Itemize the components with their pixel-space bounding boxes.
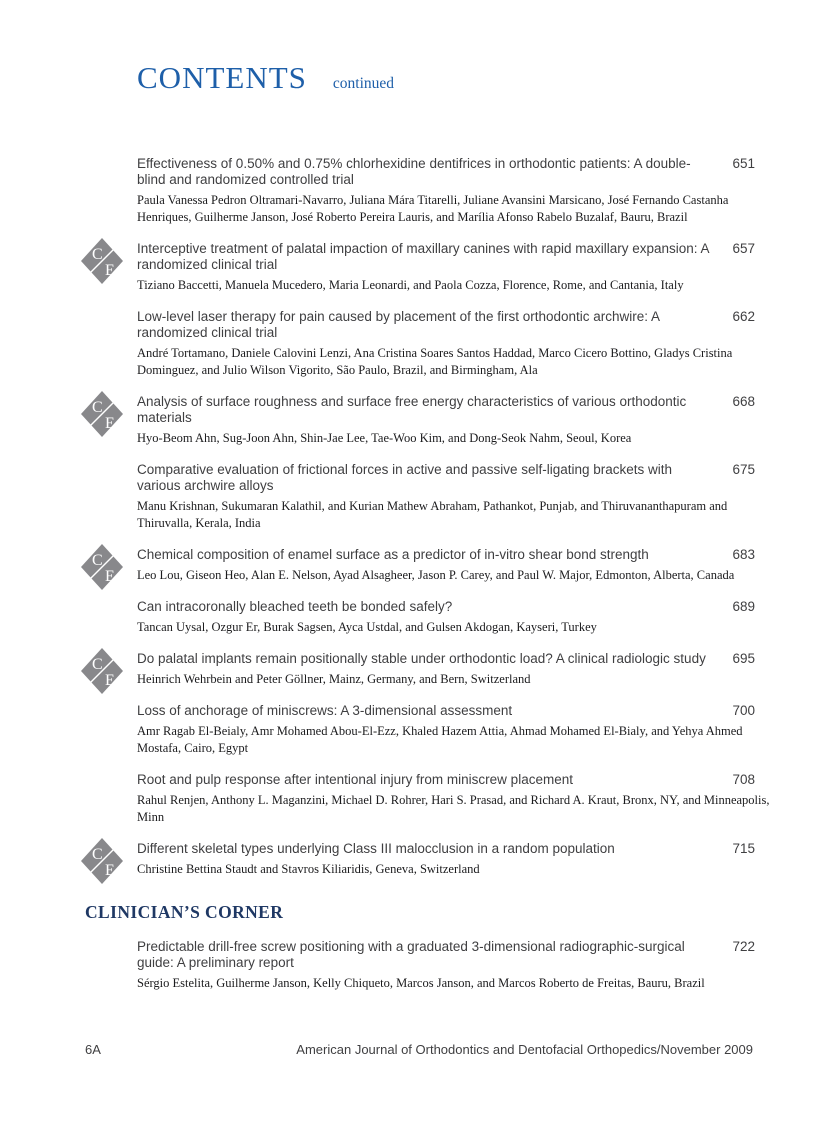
article-title: Low-level laser therapy for pain caused by placement of the first orthodontic archwire: A randomized clinical trial xyxy=(137,309,660,340)
page-number: 675 xyxy=(732,462,755,477)
toc-entry xyxy=(137,703,755,757)
page-number: 695 xyxy=(732,651,755,666)
footer-page-label: 6A xyxy=(85,1042,101,1057)
entry-head xyxy=(137,841,755,857)
ce-icon xyxy=(80,647,124,695)
ce-letter-e: E xyxy=(105,415,115,432)
entry-head xyxy=(137,309,755,341)
entry-head xyxy=(137,599,755,615)
toc-entry xyxy=(137,939,755,992)
page-number: 708 xyxy=(732,772,755,787)
entry-head xyxy=(137,394,755,426)
footer xyxy=(85,1042,753,1057)
continued-label: continued xyxy=(332,75,395,92)
ce-letter-c: C xyxy=(92,552,103,569)
article-authors: Sérgio Estelita, Guilherme Janson, Kelly Chiqueto, Marcos Janson, and Marcos Roberto de Freitas, Bauru, Brazil xyxy=(137,976,705,990)
page-number: 657 xyxy=(732,241,755,256)
section-heading: CLINICIAN’S CORNER xyxy=(85,902,284,922)
entry-head xyxy=(137,547,755,563)
article-title: Chemical composition of enamel surface as a predictor of in-vitro shear bond strength xyxy=(137,547,649,562)
article-title: Analysis of surface roughness and surface free energy characteristics of various orthodontic materials xyxy=(137,394,687,425)
article-title: Root and pulp response after intentional injury from miniscrew placement xyxy=(137,772,573,787)
toc-entry xyxy=(137,156,755,226)
article-authors: Paula Vanessa Pedron Oltramari-Navarro, Juliana Mára Titarelli, Juliane Avansini Marsicano, José Fernando Castanha Henriques, Guilherme Janson, José Roberto Pereira Lauris, and Marília Afonso Rabelo Buzalaf, Bauru, Brazil xyxy=(137,193,729,224)
footer-journal-title: American Journal of Orthodontics and Dentofacial Orthopedics/November 2009 xyxy=(296,1042,753,1057)
ce-icon xyxy=(80,837,124,885)
ce-letter-c: C xyxy=(92,846,103,863)
toc-entry xyxy=(92,394,755,447)
article-authors: Christine Bettina Staudt and Stavros Kiliaridis, Geneva, Switzerland xyxy=(137,862,480,876)
toc-entry xyxy=(137,772,770,826)
toc-entry xyxy=(137,599,755,636)
page-number: 662 xyxy=(732,309,755,324)
ce-icon xyxy=(80,237,124,285)
article-authors: André Tortamano, Daniele Calovini Lenzi, Ana Cristina Soares Santos Haddad, Marco Cicero Bottino, Gladys Cristina Dominguez, and Julio Wilson Vigorito, São Paulo, Brazil, and Birmingham, Ala xyxy=(137,346,733,377)
ce-letter-c: C xyxy=(92,656,103,673)
article-title: Predictable drill-free screw positioning with a graduated 3-dimensional radiographic-surgical guide: A preliminary report xyxy=(137,939,685,970)
entry-head xyxy=(137,651,755,667)
toc-entry xyxy=(92,241,755,294)
entry-head xyxy=(137,241,755,273)
page-number: 683 xyxy=(732,547,755,562)
ce-letter-e: E xyxy=(105,568,115,585)
article-title: Different skeletal types underlying Class III malocclusion in a random population xyxy=(137,841,615,856)
article-title: Effectiveness of 0.50% and 0.75% chlorhexidine dentifrices in orthodontic patients: A double-blind and randomized controlled trial xyxy=(137,156,691,187)
article-authors: Tiziano Baccetti, Manuela Mucedero, Maria Leonardi, and Paola Cozza, Florence, Rome, and Cantania, Italy xyxy=(137,278,684,292)
entry-head xyxy=(137,703,755,719)
page-number: 715 xyxy=(732,841,755,856)
article-title: Loss of anchorage of miniscrews: A 3-dimensional assessment xyxy=(137,703,513,718)
article-authors: Manu Krishnan, Sukumaran Kalathil, and Kurian Mathew Abraham, Pathankot, Punjab, and Thiruvananthapuram and Thiruvalla, Kerala, India xyxy=(137,499,728,530)
article-authors: Rahul Renjen, Anthony L. Maganzini, Michael D. Rohrer, Hari S. Prasad, and Richard A. Kraut, Bronx, NY, and Minneapolis, Minn xyxy=(137,793,770,824)
toc-entry xyxy=(92,841,755,879)
article-title: Can intracoronally bleached teeth be bonded safely? xyxy=(137,599,453,614)
entry-head xyxy=(137,939,755,971)
toc-entry xyxy=(137,309,755,379)
page-title: CONTENTS xyxy=(137,60,307,95)
ce-icon xyxy=(80,543,124,591)
entry-head xyxy=(137,156,755,188)
article-title: Comparative evaluation of frictional forces in active and passive self-ligating brackets with various archwire alloys xyxy=(137,462,673,493)
article-authors: Amr Ragab El-Beialy, Amr Mohamed Abou-El-Ezz, Khaled Hazem Attia, Ahmad Mohamed El-Bialy, and Yehya Ahmed Mostafa, Cairo, Egypt xyxy=(137,724,743,755)
article-authors: Hyo-Beom Ahn, Sug-Joon Ahn, Shin-Jae Lee, Tae-Woo Kim, and Dong-Seok Nahm, Seoul, Korea xyxy=(137,431,632,445)
toc-entry xyxy=(137,462,755,532)
toc-entry xyxy=(92,651,755,689)
ce-letter-e: E xyxy=(105,862,115,879)
entry-head xyxy=(137,772,755,788)
article-title: Do palatal implants remain positionally stable under orthodontic load? A clinical radiologic study xyxy=(137,651,706,666)
ce-letter-c: C xyxy=(92,399,103,416)
toc-entry xyxy=(92,547,755,585)
page-number: 722 xyxy=(732,939,755,954)
ce-letter-e: E xyxy=(105,262,115,279)
toc xyxy=(85,156,770,992)
entry-head xyxy=(137,462,755,494)
article-title: Interceptive treatment of palatal impaction of maxillary canines with rapid maxillary expansion: A randomized clinical trial xyxy=(137,241,709,272)
ce-icon xyxy=(80,390,124,438)
page-number: 651 xyxy=(732,156,755,171)
article-authors: Tancan Uysal, Ozgur Er, Burak Sagsen, Ayca Ustdal, and Gulsen Akdogan, Kayseri, Turkey xyxy=(137,620,597,634)
page-number: 668 xyxy=(732,394,755,409)
page-number: 700 xyxy=(732,703,755,718)
page-number: 689 xyxy=(732,599,755,614)
ce-letter-e: E xyxy=(105,672,115,689)
header xyxy=(0,0,838,96)
article-authors: Leo Lou, Giseon Heo, Alan E. Nelson, Ayad Alsagheer, Jason P. Carey, and Paul W. Major, Edmonton, Alberta, Canada xyxy=(137,568,735,582)
article-authors: Heinrich Wehrbein and Peter Göllner, Mainz, Germany, and Bern, Switzerland xyxy=(137,672,531,686)
ce-letter-c: C xyxy=(92,246,103,263)
